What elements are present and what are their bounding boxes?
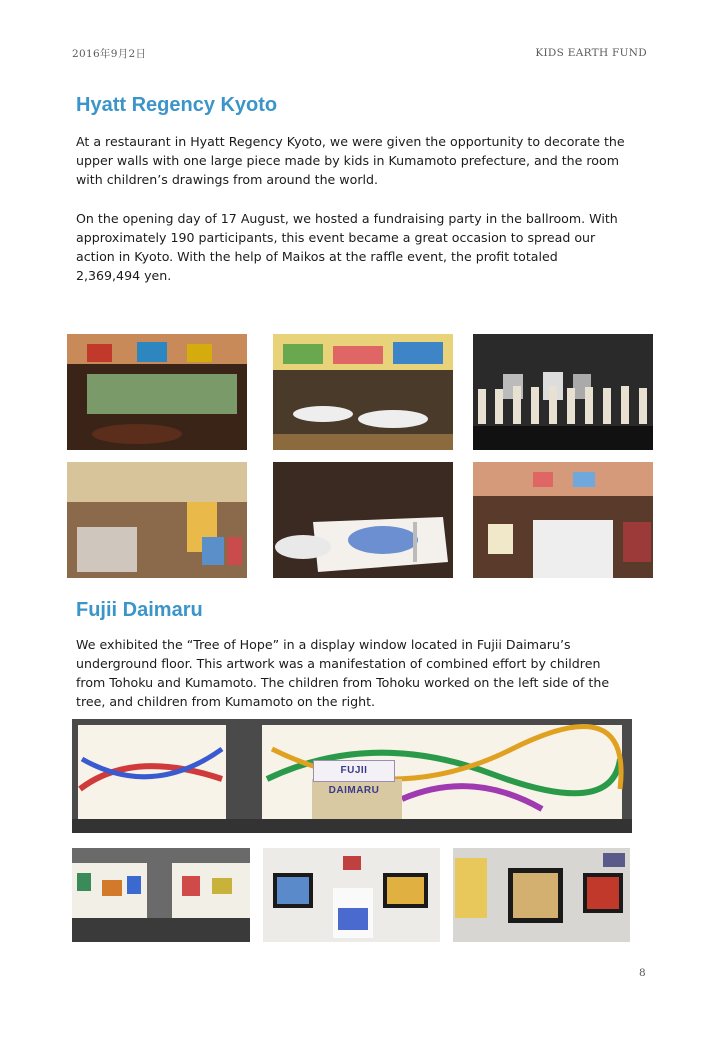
hyatt-paragraph-1: At a restaurant in Hyatt Regency Kyoto, we were given the opportunity to decorate the upper walls with one large piece made by kids in Kumamoto prefecture, and the room with children’s drawings from around the world.: [76, 134, 625, 187]
photo-restaurant-interior: [67, 334, 247, 450]
photo-party-stage: [473, 334, 653, 450]
header-organization: KIDS EARTH FUND: [535, 47, 647, 59]
photo-gallery-alcove: [72, 848, 250, 942]
photo-framed-artworks: [263, 848, 440, 942]
photo-gallery-wall: [453, 848, 630, 942]
header-date: 2016年9月2日: [72, 48, 147, 60]
section-title-hyatt: Hyatt Regency Kyoto: [76, 94, 278, 116]
photo-ballroom-murals: [273, 334, 453, 450]
section-title-fujii: Fujii Daimaru: [76, 599, 203, 621]
page-number: 8: [639, 967, 646, 979]
fujii-daimaru-sign: FUJII DAIMARU: [313, 760, 395, 782]
fujii-paragraph-1: We exhibited the “Tree of Hope” in a display window located in Fujii Daimaru’s underground floor. This artwork was a manifestation of combined effort by children from Tohoku and Kumamoto. The children from Tohoku worked on the left side of the tree, and children from Kumamoto on the right.: [76, 637, 610, 709]
photo-easel-display: [473, 462, 653, 578]
photo-table-setting: [273, 462, 453, 578]
hyatt-paragraph-2: On the opening day of 17 August, we hosted a fundraising party in the ballroom. With approximately 190 participants, this event became a great occasion to spread our action in Kyoto. With the help of Maikos at the raffle event, the profit totaled 2,369,494 yen.: [76, 211, 618, 283]
photo-restaurant-drawings: [67, 462, 247, 578]
